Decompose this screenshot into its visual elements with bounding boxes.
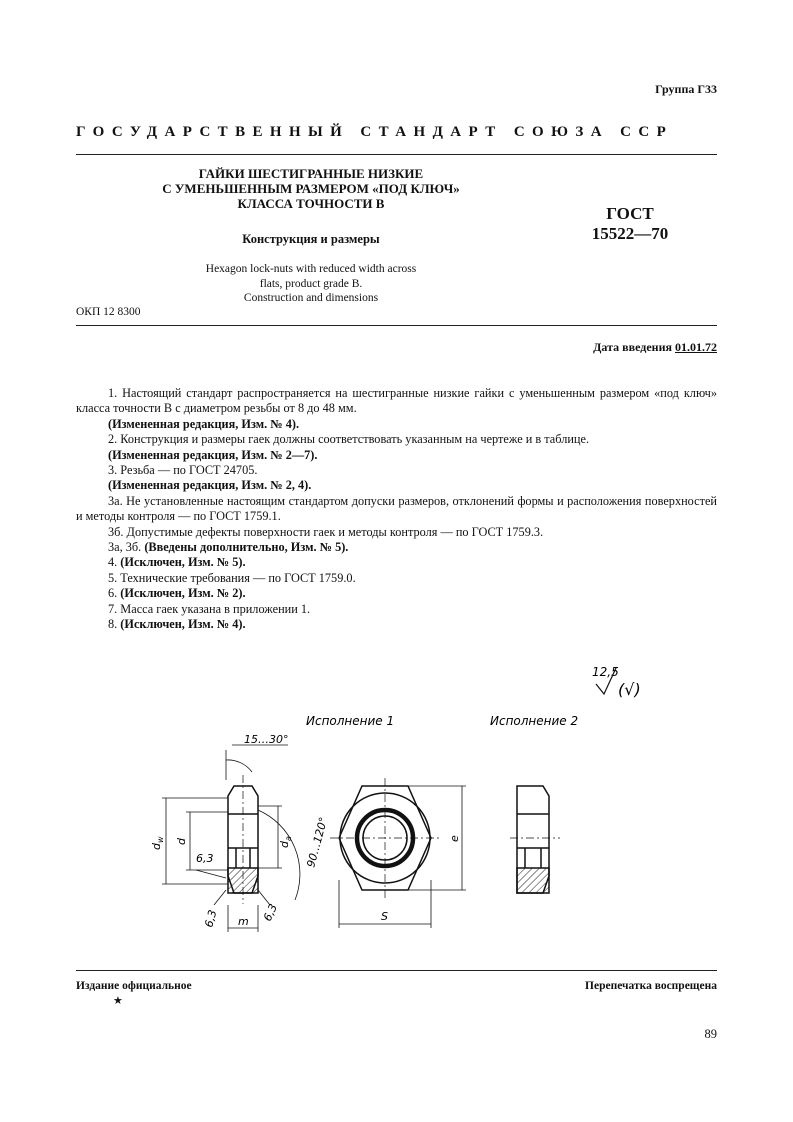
clause-3ab-note: (Введены дополнительно, Изм. № 5).	[144, 540, 349, 555]
date-value: 01.01.72	[675, 340, 717, 354]
document-subtitle: Конструкция и размеры	[242, 232, 380, 246]
variant-1-label: Исполнение 1	[306, 714, 395, 728]
da-sub-label: a	[284, 836, 293, 841]
variant-1-side-view	[228, 775, 258, 904]
english-line-1: Hexagon lock-nuts with reduced width across	[205, 263, 417, 275]
page-number: 89	[704, 1027, 717, 1041]
star-mark: ★	[113, 995, 123, 1007]
clause-2: 2. Конструкция и размеры гаек должны соответствовать указанным на чертеже и в таблице.	[108, 432, 590, 447]
roughness-symbol	[592, 665, 641, 699]
official-edition-note: Издание официальное	[76, 980, 192, 992]
clause-7: 7. Масса гаек указана в приложении 1.	[108, 601, 311, 616]
footer-rule	[76, 970, 717, 971]
clause-6	[76, 586, 717, 601]
top-rule	[76, 154, 717, 155]
roughness-paren: (√)	[618, 680, 641, 699]
da-label: d	[278, 841, 291, 848]
date-label: Дата введения	[593, 340, 672, 354]
clause-3b: 3б. Допустимые дефекты поверхности гаек и методы контроля — по ГОСТ 1759.3.	[108, 524, 544, 539]
roughness-value: 12,5	[592, 665, 619, 679]
cone-angle-label: 90…120°	[304, 815, 331, 869]
clause-4-prefix: 4.	[108, 555, 121, 570]
roughness-63-c: 6,3	[260, 901, 281, 924]
clause-6-prefix: 6.	[108, 586, 121, 601]
gost-label: ГОСТ	[606, 204, 654, 223]
state-standard-heading: ГОСУДАРСТВЕННЫЙ СТАНДАРТ СОЮЗА ССР	[76, 124, 674, 140]
e-label: e	[448, 835, 461, 842]
clause-4-note: (Исключен, Изм. № 5).	[120, 555, 246, 570]
d-label: d	[175, 838, 188, 845]
clause-8-note: (Исключен, Изм. № 4).	[120, 617, 246, 632]
clause-8	[76, 617, 717, 632]
dw-label: d	[150, 843, 163, 850]
english-line-3: Construction and dimensions	[243, 292, 379, 304]
effective-date	[593, 340, 717, 355]
title-line-3: КЛАССА ТОЧНОСТИ В	[237, 196, 385, 211]
clause-3a: 3а. Не установленные настоящим стандартом допуски размеров, отклонений формы и расположения поверхностей и методы контроля — по ГОСТ 1759.1.	[76, 493, 717, 524]
nut-drawing	[0, 650, 793, 950]
clause-4	[76, 555, 717, 570]
clause-5: 5. Технические требования — по ГОСТ 1759.0.	[108, 570, 356, 585]
okp-code: ОКП 12 8300	[76, 306, 141, 318]
m-label: m	[238, 915, 249, 928]
clause-8-prefix: 8.	[108, 617, 121, 632]
clause-2-note: (Измененная редакция, Изм. № 2—7).	[108, 447, 318, 462]
clause-3ab	[76, 540, 717, 555]
title-line-2: С УМЕНЬШЕННЫМ РАЗМЕРОМ «ПОД КЛЮЧ»	[162, 181, 460, 196]
variant-2-side-view	[510, 786, 560, 893]
clause-3: 3. Резьба — по ГОСТ 24705.	[108, 463, 258, 478]
roughness-63-b: 6,3	[202, 908, 220, 929]
chamfer-angle-label: 15…30°	[244, 733, 289, 746]
title-line-1: ГАЙКИ ШЕСТИГРАННЫЕ НИЗКИЕ	[198, 166, 424, 181]
clause-1-note: (Измененная редакция, Изм. № 4).	[108, 416, 300, 431]
reprint-prohibited-note: Перепечатка воспрещена	[585, 980, 717, 992]
english-line-2: flats, product grade B.	[259, 277, 363, 290]
header-rule	[76, 325, 717, 326]
dw-sub-label: w	[156, 836, 165, 843]
gost-designation	[570, 204, 690, 244]
clause-1: 1. Настоящий стандарт распространяется на шестигранные низкие гайки с уменьшенным размером «под ключ» класса точности В с диаметром резьбы от 8 до 48 мм.	[76, 386, 717, 416]
gost-number: 15522—70	[591, 224, 669, 243]
s-label: S	[381, 910, 388, 923]
english-title	[76, 262, 546, 306]
group-code: Группа Г33	[655, 82, 717, 96]
roughness-63-a: 6,3	[196, 852, 214, 865]
clause-3ab-prefix: 3а, 3б.	[108, 540, 145, 555]
standard-body	[76, 386, 717, 633]
clause-3-note: (Измененная редакция, Изм. № 2, 4).	[108, 478, 312, 493]
variant-2-label: Исполнение 2	[490, 714, 579, 728]
variant-1-hex-view	[330, 778, 442, 900]
clause-6-note: (Исключен, Изм. № 2).	[120, 586, 246, 601]
document-title	[76, 166, 546, 211]
